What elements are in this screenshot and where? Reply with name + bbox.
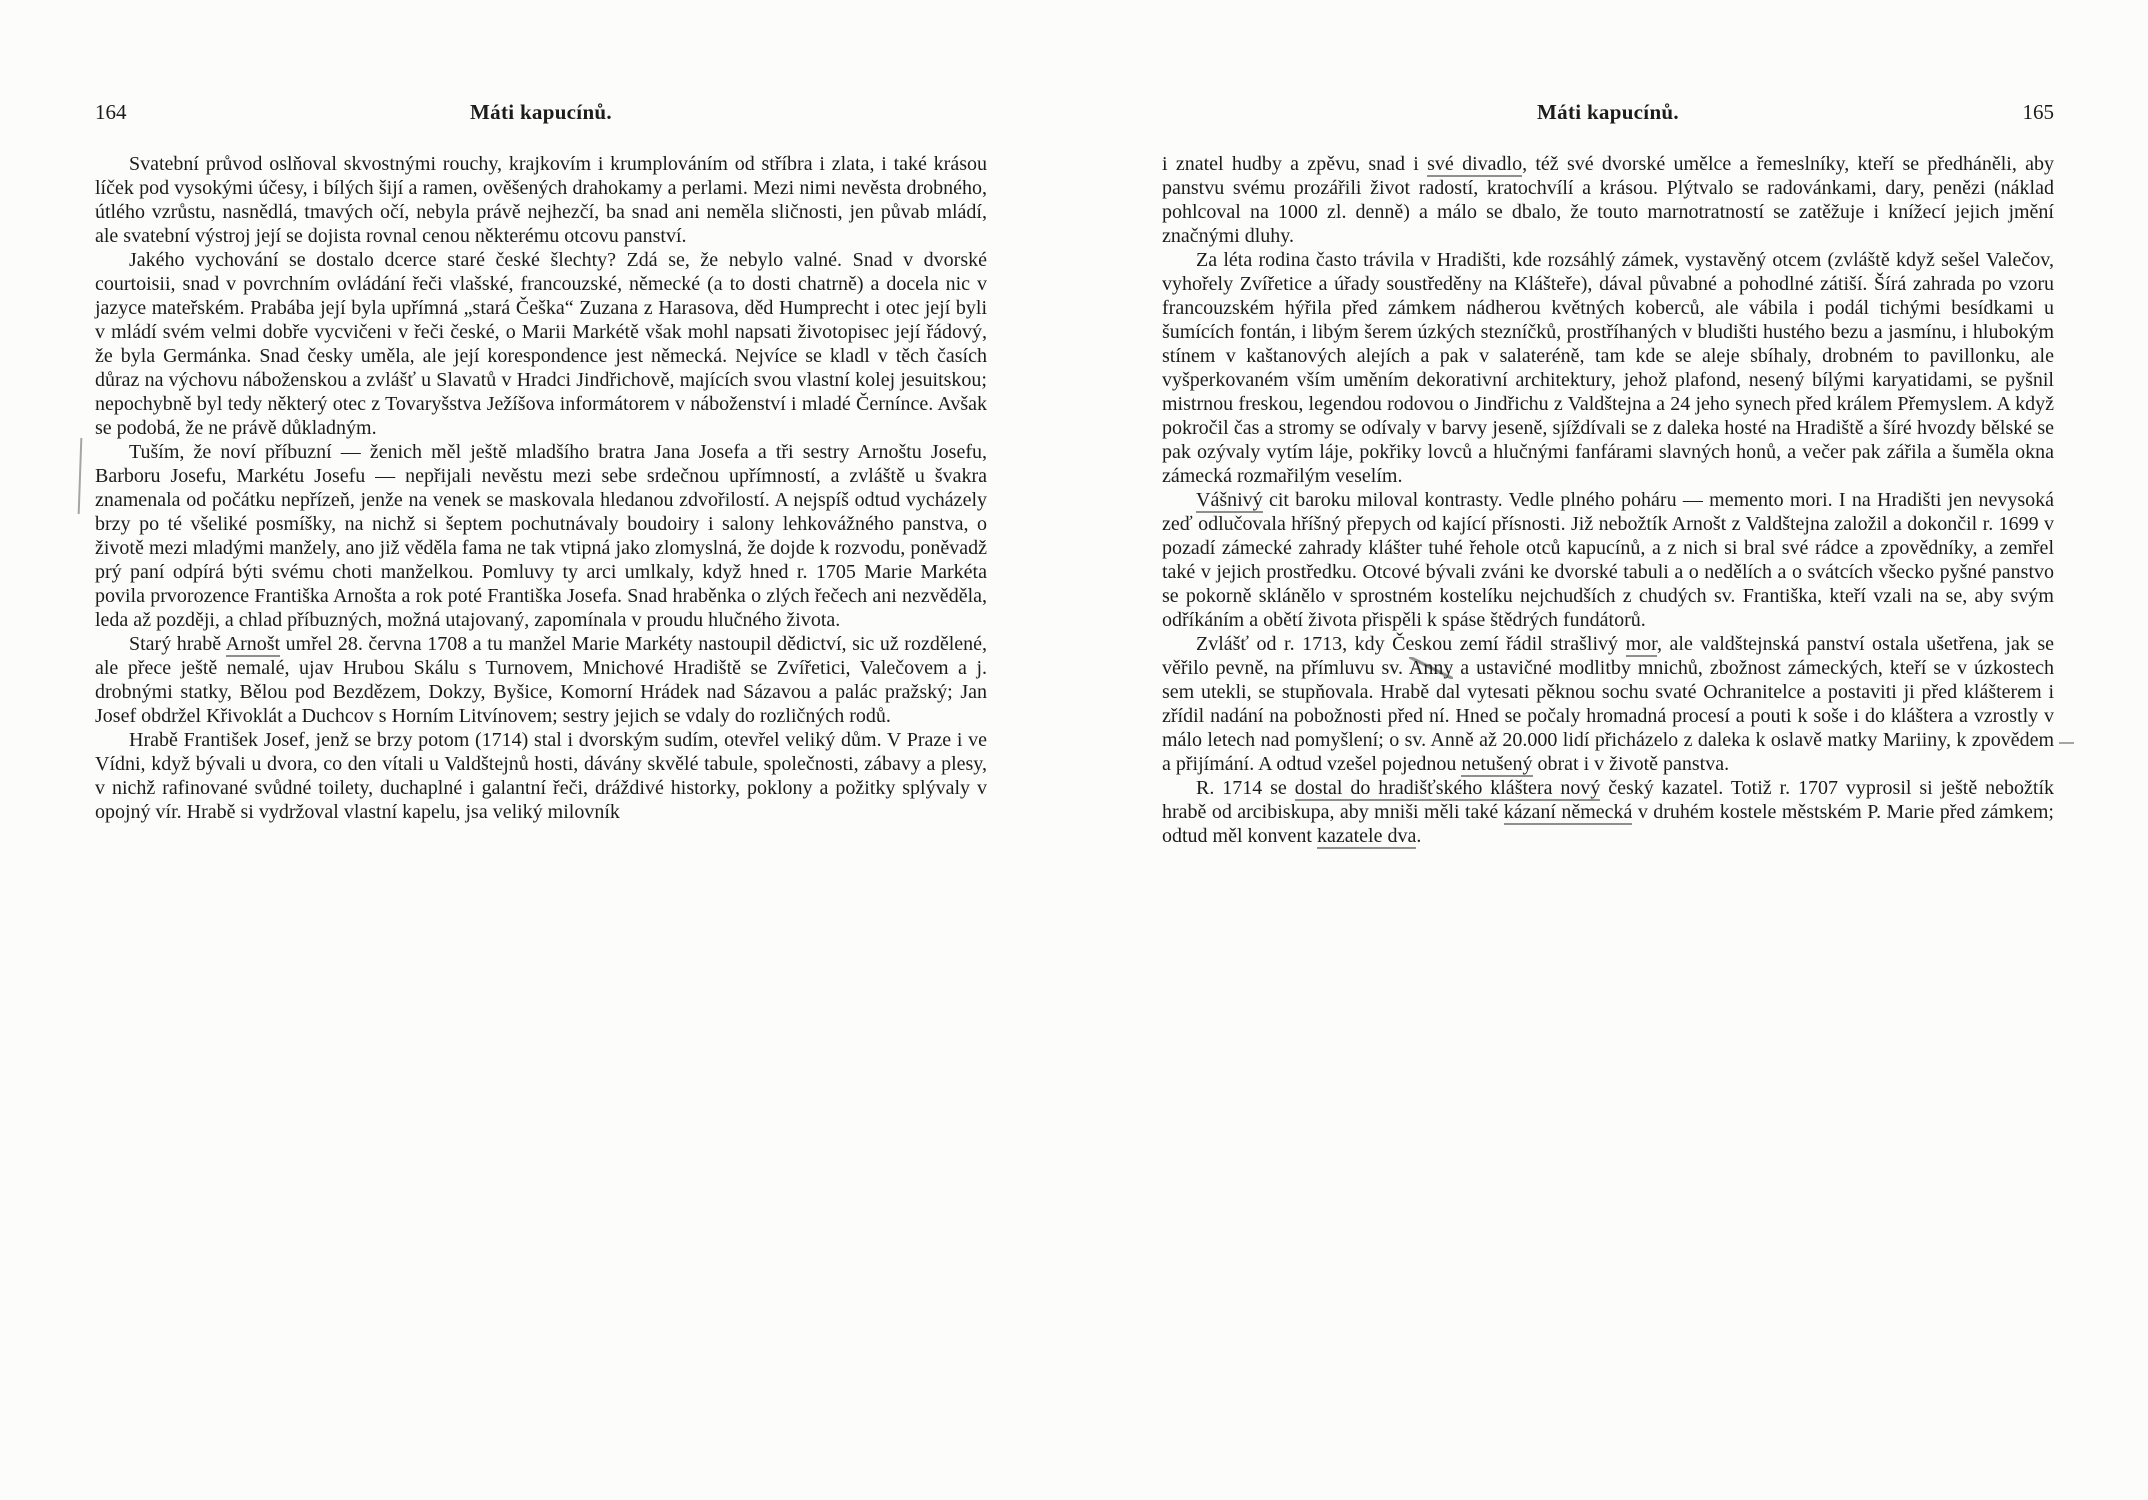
running-title-left: Máti kapucínů.	[470, 100, 612, 124]
page-right-body	[1162, 152, 2054, 848]
pencil-annotation: své divadlo	[1427, 153, 1523, 175]
paragraph-continuation: i znatel hudby a zpěvu, snad i své divadlo, též své dvorské umělce a řemeslníky, kteří se předháněli, aby panstvu svému prozářili život radostí, kratochvílí a krásou. Plýtvalo se radovánkami, dary, penězi (náklad pohlcoval na 1000 zl. denně) a málo se dbalo, že touto marnotratností se zatěžuje i knížecí jejich jmění značnými dluhy.	[1162, 153, 2054, 247]
page-right-header	[1162, 100, 2054, 130]
paragraph: R. 1714 se dostal do hradišťského kláštera nový český kazatel. Totiž r. 1707 vyprosil si ještě nebožtík hrabě od arcibiskupa, aby mniši měli také kázaní německá v druhém kostele městském P. Marie před zámkem; odtud měl konvent kazatele dva.	[1162, 777, 2055, 847]
paragraph: Hrabě František Josef, jenž se brzy potom (1714) stal i dvorským sudím, otevřel veliký dům. V Praze i ve Vídni, když bývali u dvora, co den vítali u Valdštejnů hosti, dávány skvělé tabule, společnosti, zábavy a plesy, v nichž rafinované svůdné toilety, duchaplné i galantní řeči, dráždivé historky, poklony a požitky splývaly v opojný vír. Hrabě si vydržoval vlastní kapelu, jsa veliký milovník	[95, 729, 987, 823]
page-left-header	[95, 100, 987, 130]
pencil-annotation: Anny	[1408, 657, 1454, 679]
pencil-annotation: Arnošt	[225, 633, 281, 655]
paragraph: Vášnivý cit baroku miloval kontrasty. Vedle plného poháru — memento mori. I na Hradišti jen nevysoká zeď odlučovala hříšný přepych od kající přísnosti. Již nebožtík Arnošt z Valdštejna založil a dokončil r. 1699 v pozadí zámecké zahrady klášter tuhé řehole otců kapucínů, a z nich si bral své rádce a zpovědníky, a zemřel také v jejich prostředku. Otcové bývali zváni ke dvorské tabuli a o nedělích a o svátcích všecko pyšné panstvo se pokorně sklánělo v sprostném kostelíku nejchudších z chudých sv. Františka, kteří vzali na se, aby svým odříkáním a obětí života přispěli k spáse štědrých fundátorů.	[1162, 489, 2054, 631]
page-left	[95, 100, 987, 824]
paragraph: Zvlášť od r. 1713, kdy Českou zemí řádil strašlivý mor, ale valdštejnská panství ostala ušetřena, jak se věřilo pevně, na přímluvu sv. Anny a ustavičné modlitby mnichů, zbožnost zámeckých, kteří se v úzkostech sem utekli, se stupňovala. Hrabě dal vytesati pěknou sochu svaté Ochranitelce a postaviti ji před klášterem i zřídil nadání na pobožnosti před ní. Hned se počaly hromadná procesí a pouti k soše i do kláštera a vzrostly v málo letech nad pomyšlení; o sv. Anně až 20.000 lidí přicházelo z daleka k oslavě matky Mariiny, k zpovědem a přijímání. A odtud vzešel pojednou netušený obrat i v životě panstva.	[1162, 633, 2055, 775]
paragraph: Svatební průvod oslňoval skvostnými rouchy, krajkovím i krumplováním od stříbra i zlata, i také krásou líček pod vysokými účesy, i bílých šijí a ramen, ověšených drahokamy a perlami. Mezi nimi nevěsta drobného, útlého vzrůstu, nasnědlá, tmavých očí, nebyla právě nejhezčí, ba snad ani neměla sličnosti, jen půvab mládí, ale svatební výstroj její se dojista rovnal cenou některému otcovu panství.	[95, 153, 987, 247]
pencil-margin-dash	[2059, 742, 2074, 744]
page-number-left: 164	[95, 100, 127, 124]
paragraph: Starý hrabě Arnošt umřel 28. června 1708 a tu manžel Marie Markéty nastoupil dědictví, sic už rozdělené, ale přece ještě nemalé, ujav Hrubou Skálu s Turnovem, Mnichové Hradiště se Zvířetici, Valečovem a j. drobnými statky, Bělou pod Bezdězem, Dokzy, Byšice, Komorní Hrádek nad Sázavou a palác pražský; Jan Josef obdržel Křivoklát a Duchcov s Horním Litvínovem; sestry jejich se vdaly do rozličných rodů.	[95, 633, 988, 727]
pencil-annotation: kazatele dva	[1316, 825, 1417, 847]
page-left-body	[95, 152, 987, 824]
paragraph: Jakého vychování se dostalo dcerce staré české šlechty? Zdá se, že nebylo valné. Snad v dvorské courtoisii, snad v povrchním ovládání řeči vlašské, francouzské, německé (a to dosti chatrně) a docela nic v jazyce mateřském. Prabába její byla upřímná „stará Češka“ Zuzana z Harasova, děd Humprecht i otec její byli v mládí svém velmi dobře vycvičeni v řeči české, o Marii Markétě však mohl napsati životopisec její řádový, že byla Germánka. Snad česky uměla, ale její korespondence jest německá. Nejvíce se kladl v těch časích důraz na výchovu náboženskou a zvlášť u Slavatů v Hradci Jindřichově, majících svou vlastní kolej jesuitskou; nepochybně byl tedy některý otec z Tovaryšstva Ježíšova informátorem v náboženství i mladé Černínce. Avšak se podobá, že ne právě důkladným.	[95, 249, 987, 439]
pencil-annotation: kázaní německá	[1503, 801, 1633, 823]
running-title-right: Máti kapucínů.	[1537, 100, 1679, 124]
page-number-right: 165	[2022, 100, 2054, 124]
pencil-annotation: dostal do hradišťského kláštera nový	[1294, 777, 1601, 799]
pencil-annotation: Vášnivý	[1196, 489, 1263, 511]
pencil-annotation: netušený	[1461, 753, 1533, 775]
paragraph: Tuším, že noví příbuzní — ženich měl ještě mladšího bratra Jana Josefa a tři sestry Arnoštu Josefu, Barboru Josefu, Markétu Josefu — nepřijali nevěstu mezi sebe srdečnou upřímností, a zvláště u švakra znamenala od počátku nepřízeň, jenže na venek se maskovala hledanou zdvořilostí. A nejspíš odtud vycházely brzy po té všeliké posmíšky, na nichž si šeptem pochutnávaly boudoiry i salony lehkovážného panstva, o životě mezi mladými manžely, ano již věděla fama ne tak vtipná jako zlomyslná, že dojde k rozvodu, poněvadž prý paní odpírá býti svému choti manželkou. Pomluvy ty arci umlkaly, když hned r. 1705 Marie Markéta povila prvorozence Františka Arnošta a rok poté Františka Josefa. Snad hraběnka o zlých řečech ani nezvěděla, leda až později, a chlad příbuzných, možná utajovaný, zapomínala v proudu hlučného života.	[95, 441, 987, 631]
pencil-margin-line	[78, 438, 83, 514]
pencil-annotation: mor	[1625, 633, 1657, 655]
paragraph: Za léta rodina často trávila v Hradišti, kde rozsáhlý zámek, vystavěný otcem (zvláště když sešel Valečov, vyhořely Zvířetice a úřady soustředěny na Klášteře), dával půvabné a pohodlné zátiší. Šírá zahrada po vzoru francouzském hýřila před zámkem nádherou květných koberců, ale vábila i podál tichými besídkami u šumících fontán, i libým šerem úzkých stezníčků, prostříhaných v bludišti hustého bezu a jasmínu, i hlubokým stínem v kaštanových alejích a pak v salateréně, tam kde se aleje sbíhaly, drobném to pavillonku, ale vyšperkovaném vším uměním dekorativní architektury, jehož plafond, nesený bílými karyatidami, se pyšnil mistrnou freskou, legendou rodovou o Jindřichu z Valdštejna a 24 jeho synech před králem Přemyslem. A když pokročil čas a stromy se odívaly v barvy jeseně, sjíždívali se z daleka hosté na Hradiště a šíré hvozdy bělské se pak ozývaly vytím láje, pokřiky lovců a hlučnými fanfárami slavných honů, a večer pak zářila a šuměla okna zámecká rozmařilým veselím.	[1162, 249, 2054, 487]
page-right	[1162, 100, 2054, 848]
